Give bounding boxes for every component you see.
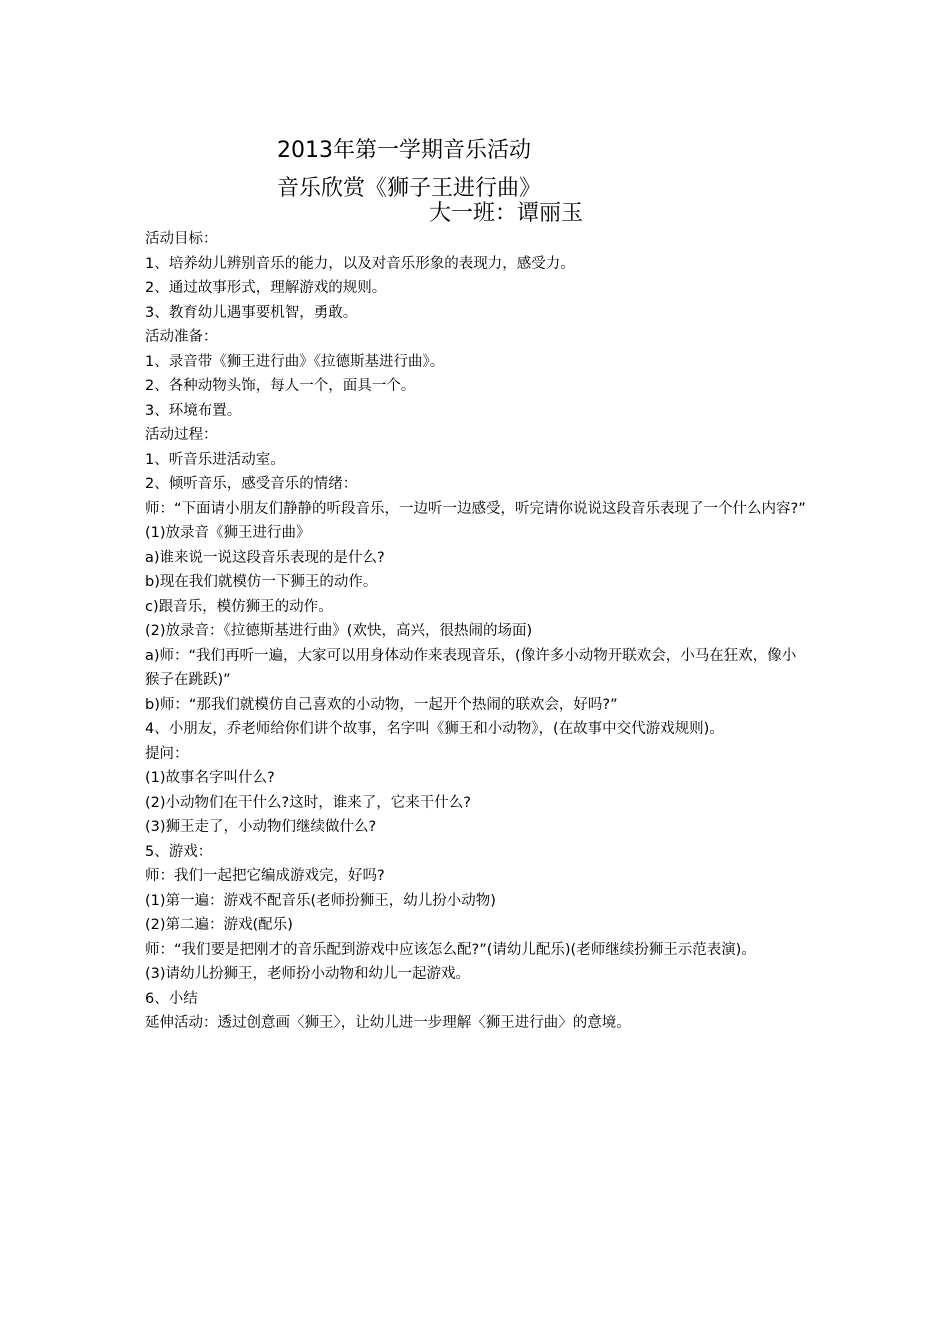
process-item: b)师：“那我们就模仿自己喜欢的小动物，一起开个热闹的联欢会，好吗?” <box>145 696 618 713</box>
preparation-item: 1、录音带《狮王进行曲》《拉德斯基进行曲》。 <box>145 353 445 370</box>
game-item: 师：我们一起把它编成游戏完，好吗? <box>145 868 385 884</box>
game-item: (1)第一遍：游戏不配音乐(老师扮狮王，幼儿扮小动物) <box>145 892 496 909</box>
document-body <box>145 227 810 1036</box>
section-heading-preparation: 活动准备： <box>145 329 218 345</box>
process-paragraph: 师：“下面请小朋友们静静的听段音乐，一边听一边感受，听完请你说说这段音乐表现了一个什么内容?” <box>145 500 806 517</box>
process-item: c)跟音乐，模仿狮王的动作。 <box>145 598 333 615</box>
document-author: 大一班：谭丽玉 <box>429 201 584 226</box>
goal-item: 3、教育幼儿遇事要机智，勇敢。 <box>145 304 358 321</box>
process-item: a)谁来说一说这段音乐表现的是什么? <box>145 549 385 566</box>
question-item: (3)狮王走了，小动物们继续做什么? <box>145 819 377 835</box>
question-item: (2)小动物们在干什么?这时，谁来了，它来干什么? <box>145 794 471 811</box>
process-item: 2、倾听音乐，感受音乐的情绪： <box>145 476 358 492</box>
document-title: 2013年第一学期音乐活动 <box>277 138 531 163</box>
process-item: (2)放录音：《拉德斯基进行曲》(欢快，高兴，很热闹的场面) <box>145 623 533 639</box>
preparation-item: 3、环境布置。 <box>145 402 242 419</box>
process-paragraph: a)师：“我们再听一遍，大家可以用身体动作来表现音乐，(像许多小动物开联欢会，小马在狂欢，像小猴子在跳跃)” <box>145 647 797 688</box>
question-item: (1)故事名字叫什么? <box>145 770 275 786</box>
extension-activity: 延伸活动：透过创意画〈狮王〉，让幼儿进一步理解〈狮王进行曲〉的意境。 <box>145 1015 631 1031</box>
summary-heading: 6、小结 <box>145 990 198 1007</box>
question-heading: 提问： <box>145 745 189 762</box>
process-item: b)现在我们就模仿一下狮王的动作。 <box>145 574 378 590</box>
section-heading-goals: 活动目标： <box>145 231 218 247</box>
goal-item: 2、通过故事形式，理解游戏的规则。 <box>145 280 387 296</box>
game-heading: 5、游戏： <box>145 843 213 860</box>
game-item: (2)第二遍：游戏(配乐) <box>145 917 293 933</box>
section-heading-process: 活动过程： <box>145 427 218 443</box>
preparation-item: 2、各种动物头饰，每人一个，面具一个。 <box>145 378 416 394</box>
process-item: 1、听音乐进活动室。 <box>145 451 285 468</box>
process-item: (1)放录音《狮王进行曲》 <box>145 525 311 541</box>
process-item: 4、小朋友，乔老师给你们讲个故事，名字叫《狮王和小动物》，(在故事中交代游戏规则)。 <box>145 721 724 737</box>
goal-item: 1、培养幼儿辨别音乐的能力，以及对音乐形象的表现力，感受力。 <box>145 255 575 272</box>
game-item: (3)请幼儿扮狮王，老师扮小动物和幼儿一起游戏。 <box>145 966 471 982</box>
game-paragraph: 师：“我们要是把刚才的音乐配到游戏中应该怎么配?”(请幼儿配乐)(老师继续扮狮王示范表演)。 <box>145 941 756 958</box>
document-subtitle: 音乐欣赏《狮子王进行曲》 <box>277 176 542 201</box>
